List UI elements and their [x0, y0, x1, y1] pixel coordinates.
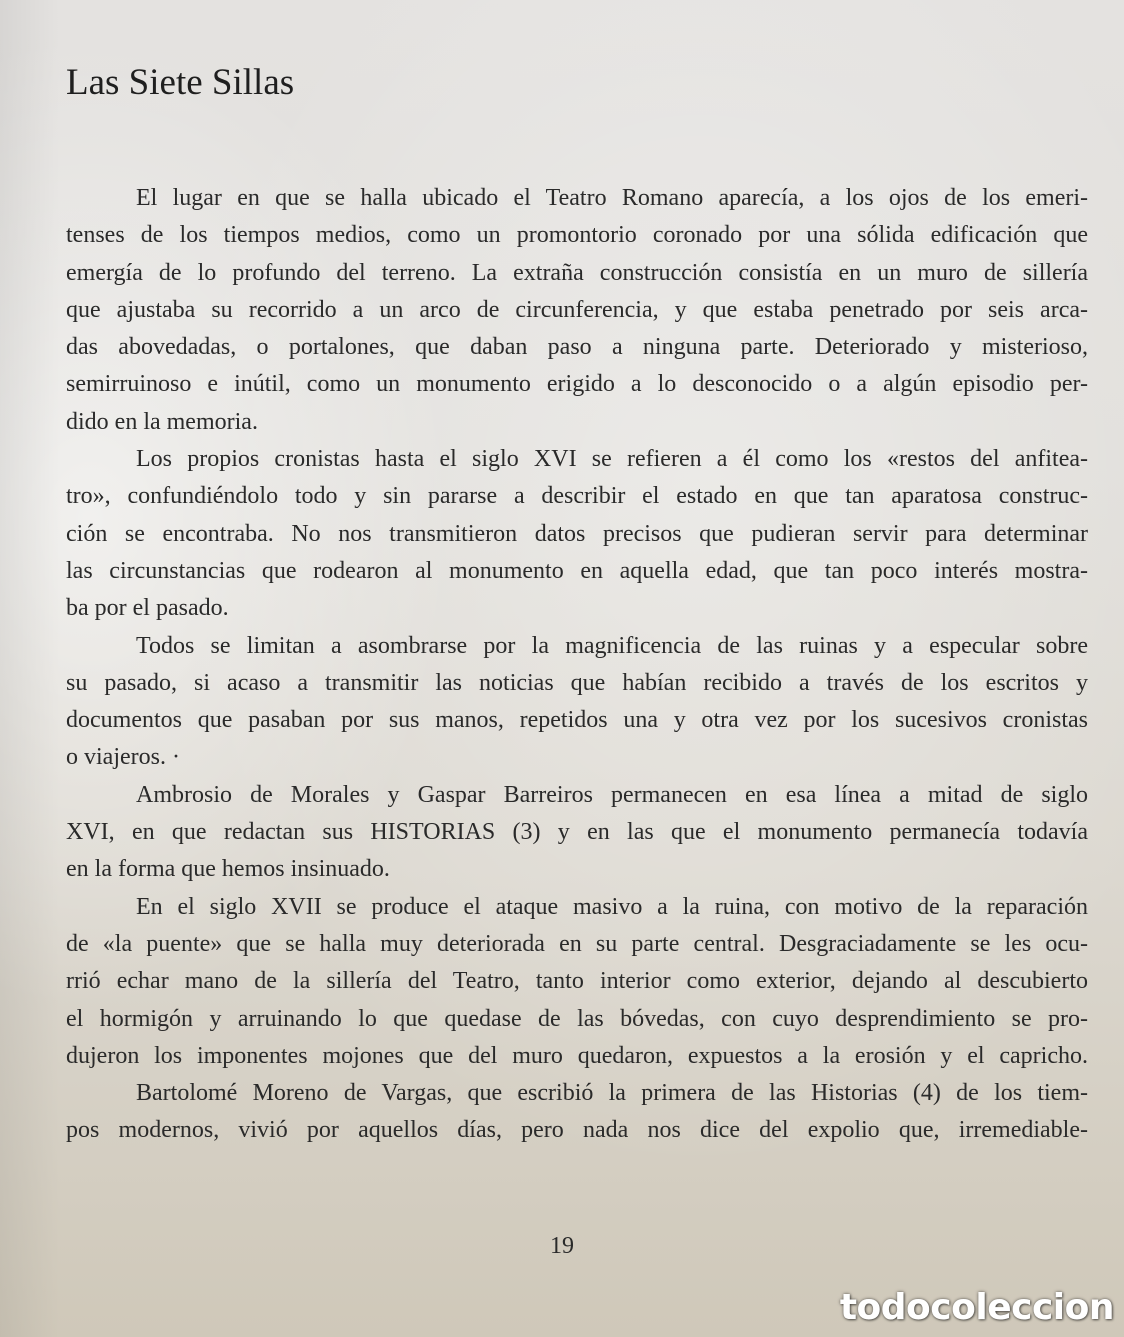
text-line: Los propios cronistas hasta el siglo XVI se refieren a él como los «restos del anfitea- — [136, 446, 1088, 473]
text-line: en la forma que hemos insinuado. — [66, 856, 390, 883]
text-line: documentos que pasaban por sus manos, repetidos una y otra vez por los sucesivos cronistas — [66, 707, 1088, 734]
text-line: das abovedadas, o portalones, que daban paso a ninguna parte. Deteriorado y misterioso, — [66, 334, 1088, 361]
text-line: de «la puente» que se halla muy deteriorada en su parte central. Desgraciadamente se les ocu- — [66, 930, 1088, 957]
text-line: tro», confundiéndolo todo y sin pararse a describir el estado en que tan aparatosa construc- — [66, 483, 1088, 510]
text-line: El lugar en que se halla ubicado el Teatro Romano aparecía, a los ojos de los emeri- — [136, 185, 1088, 211]
text-line: dido en la memoria. — [66, 408, 258, 435]
page-number: 19 — [550, 1233, 574, 1259]
text-line: ción se encontraba. No nos transmitieron datos precisos que pudieran servir para determinar — [66, 520, 1088, 547]
text-line: las circunstancias que rodearon al monumento en aquella edad, que tan poco interés mostra- — [66, 557, 1088, 584]
watermark-logo: todocoleccion — [839, 1287, 1114, 1328]
text-line: pos modernos, vivió por aquellos días, pero nada nos dice del expolio que, irremediable- — [66, 1117, 1088, 1144]
text-line: emergía de lo profundo del terreno. La extraña construcción consistía en un muro de sillería — [66, 259, 1088, 286]
text-line: Todos se limitan a asombrarse por la magnificencia de las ruinas y a especular sobre — [136, 632, 1088, 659]
text-line: XVI, en que redactan sus HISTORIAS (3) y en las que el monumento permanecía todavía — [66, 819, 1088, 846]
text-line: el hormigón y arruinando lo que quedase de las bóvedas, con cuyo desprendimiento se pro- — [66, 1005, 1088, 1032]
text-line: su pasado, si acaso a transmitir las noticias que habían recibido a través de los escritos y — [66, 669, 1088, 696]
text-line: que ajustaba su recorrido a un arco de circunferencia, y que estaba penetrado por seis arca- — [66, 296, 1088, 323]
text-line: ba por el pasado. — [66, 595, 229, 622]
text-line: rrió echar mano de la sillería del Teatro, tanto interior como exterior, dejando al descubierto — [66, 968, 1088, 995]
text-line: Ambrosio de Morales y Gaspar Barreiros permanecen en esa línea a mitad de siglo — [136, 781, 1088, 808]
text-line: Bartolomé Moreno de Vargas, que escribió la primera de las Historias (4) de los tiem- — [136, 1080, 1088, 1107]
text-line: semirruinoso e inútil, como un monumento erigido a lo desconocido o a algún episodio per- — [66, 371, 1088, 398]
text-line: tenses de los tiempos medios, como un promontorio coronado por una sólida edificación que — [66, 222, 1088, 249]
text-line: o viajeros. · — [66, 744, 180, 771]
body-text — [66, 180, 1088, 1150]
page-fold-shadow — [0, 0, 60, 1337]
chapter-title: Las Siete Sillas — [66, 62, 295, 103]
text-line: dujeron los imponentes mojones que del muro quedaron, expuestos a la erosión y el capricho. — [66, 1042, 1088, 1069]
text-line: En el siglo XVII se produce el ataque masivo a la ruina, con motivo de la reparación — [136, 893, 1088, 920]
